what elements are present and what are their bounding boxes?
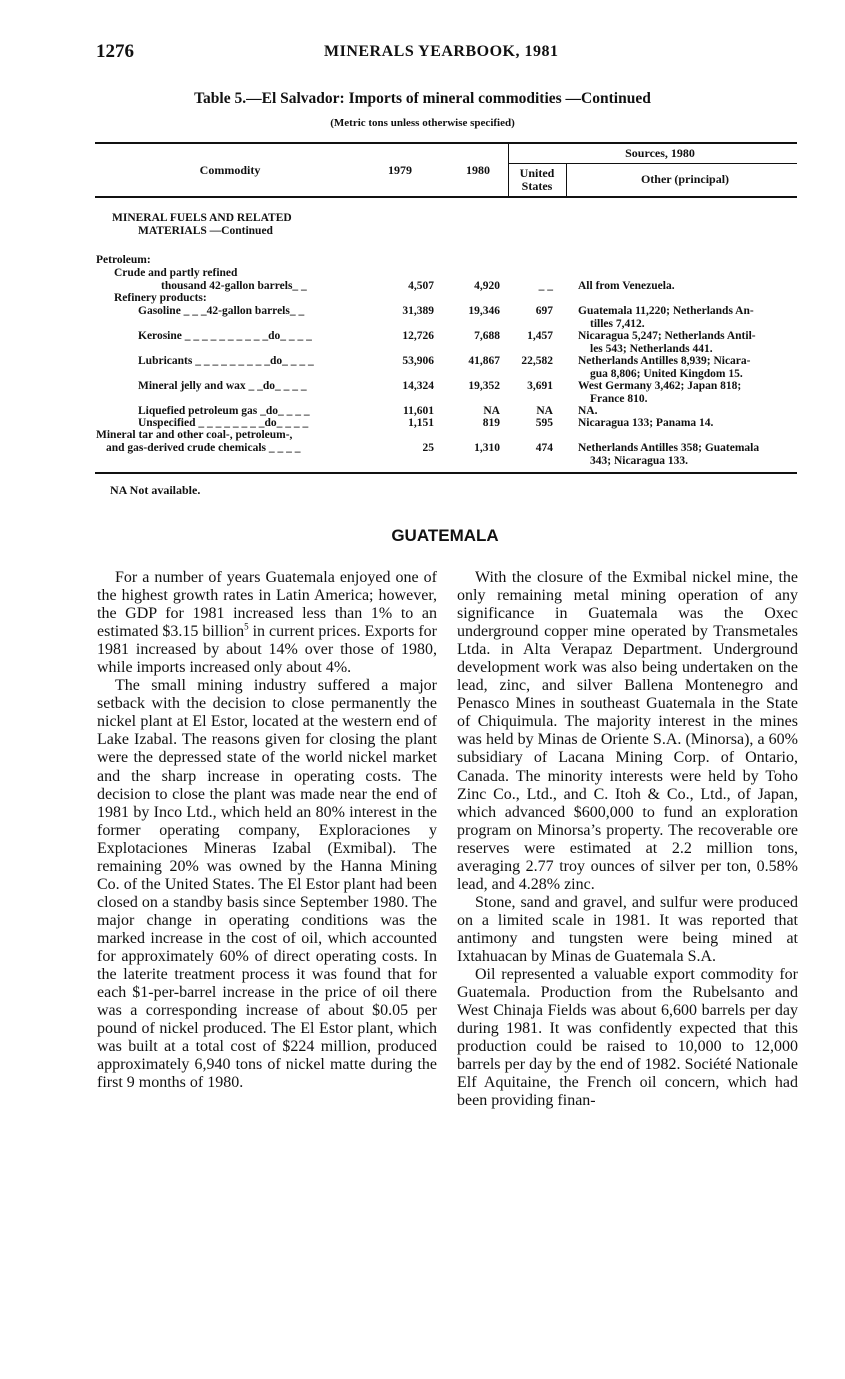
table-subtitle: (Metric tons unless otherwise specified) bbox=[330, 117, 515, 129]
row-label: Lubricants _ _ _ _ _ _ _ _ _do_ _ _ _ bbox=[138, 355, 314, 367]
value-other: All from Venezuela. bbox=[578, 280, 675, 292]
row-label: Mineral tar and other coal-, petroleum-, bbox=[96, 429, 293, 441]
value-1979: 12,726 bbox=[402, 330, 434, 342]
header-united-states: United States bbox=[519, 166, 555, 193]
running-head: MINERALS YEARBOOK, 1981 bbox=[324, 43, 559, 60]
row-label: Refinery products: bbox=[114, 292, 207, 304]
value-1980: 41,867 bbox=[468, 355, 500, 367]
value-other: Guatemala 11,220; Netherlands An- tilles 7,412. bbox=[578, 305, 754, 330]
table-title: Table 5.—El Salvador: Imports of mineral commodities —Continued bbox=[194, 90, 651, 107]
value-1979: 11,601 bbox=[403, 405, 434, 417]
value-1980: 1,310 bbox=[474, 442, 500, 454]
row-label: Kerosine _ _ _ _ _ _ _ _ _ _do_ _ _ _ bbox=[138, 330, 312, 342]
row-label: Unspecified _ _ _ _ _ _ _ _do_ _ _ _ bbox=[138, 417, 309, 429]
section-label-line-2: MATERIALS —Continued bbox=[138, 225, 273, 237]
row-label: Gasoline _ _ _42-gallon barrels_ _ bbox=[138, 305, 305, 317]
value-1979: 31,389 bbox=[402, 305, 434, 317]
value-other: NA. bbox=[578, 405, 598, 417]
row-label: and gas-derived crude chemicals _ _ _ _ bbox=[106, 442, 301, 454]
row-label: Mineral jelly and wax _ _do_ _ _ _ bbox=[138, 380, 307, 392]
page-number: 1276 bbox=[96, 41, 134, 62]
section-title: GUATEMALA bbox=[391, 526, 499, 545]
value-us: NA bbox=[536, 405, 553, 417]
value-other: Nicaragua 133; Panama 14. bbox=[578, 417, 714, 429]
value-1980: 7,688 bbox=[474, 330, 500, 342]
value-us: 595 bbox=[535, 417, 553, 429]
section-label-line-1: MINERAL FUELS AND RELATED bbox=[112, 212, 292, 224]
header-sources: Sources, 1980 bbox=[625, 146, 695, 160]
header-1979: 1979 bbox=[388, 163, 412, 177]
value-1979: 1,151 bbox=[408, 417, 434, 429]
row-label: thousand 42-gallon barrels_ _ bbox=[161, 280, 307, 292]
value-1980: 4,920 bbox=[474, 280, 500, 292]
footnote-marker: 5 bbox=[244, 621, 249, 632]
header-bottom-rule bbox=[95, 196, 797, 198]
value-other: West Germany 3,462; Japan 818; France 810. bbox=[578, 380, 742, 405]
table-top-rule bbox=[95, 142, 797, 144]
value-other: Netherlands Antilles 358; Guatemala 343; Nicaragua 133. bbox=[578, 442, 760, 467]
header-other: Other (principal) bbox=[640, 172, 730, 186]
sources-left-divider bbox=[508, 144, 509, 196]
subheader-divider bbox=[566, 163, 567, 196]
value-us: 474 bbox=[535, 442, 553, 454]
row-label: Crude and partly refined bbox=[114, 267, 238, 279]
value-us: 3,691 bbox=[527, 380, 553, 392]
left-column bbox=[97, 569, 437, 1092]
value-other: Nicaragua 5,247; Netherlands Antil- les 543; Netherlands 441. bbox=[578, 330, 756, 355]
table-footnote: NA Not available. bbox=[110, 483, 201, 497]
value-1979: 4,507 bbox=[408, 280, 434, 292]
paragraph: For a number of years Guatemala enjoyed one of the highest growth rates in Latin America; however, the GDP for 1981 increased less than 1% to an estimated $3.15 billion$^5$ in current prices. Exports for 1981 increased by about 14% over those of 1980, while imports increased only about 4%. bbox=[97, 569, 438, 677]
value-us: 697 bbox=[535, 305, 553, 317]
paragraph: The small mining industry suffered a major setback with the decision to close permanently the nickel plant at El Estor, located at the western end of Lake Izabal. The reasons given for closing the plant were the depressed state of the world nickel market and the sharp increase in operating costs. The decision to close the plant was made near the end of 1981 by Inco Ltd., which held an 80% interest in the former operating company, Exploraciones y Explotaciones Mineras Izabal (Exmibal). The remaining 20% was owned by the Hanna Mining Co. of the United States. The El Estor plant had been closed on a standby basis since September 1980. The major change in operating conditions was the marked increase in the cost of oil, which accounted for approximately 60% of direct operating costs. In the laterite treatment process it was found that for each $1-per-barrel increase in the price of oil there was a corresponding increase of about $0.05 per pound of nickel produced. The El Estor plant, which was built at a total cost of $224 million, produced approximately 6,940 tons of nickel matte during the first 9 months of 1980. bbox=[97, 677, 437, 1092]
right-column bbox=[457, 569, 798, 1110]
header-1980: 1980 bbox=[466, 163, 490, 177]
paragraph: Oil represented a valuable export commodity for Guatemala. Production from the Rubelsanto and West Chinaja Fields was about 6,600 barrels per day during 1981. It was confidently expected that this production could be raised to 10,000 to 12,000 barrels per day by the end of 1982. Société Nationale Elf Aquitaine, the French oil concern, which had been providing finan- bbox=[457, 966, 798, 1110]
value-1979: 14,324 bbox=[402, 380, 434, 392]
value-1980: NA bbox=[483, 405, 500, 417]
value-1980: 19,352 bbox=[468, 380, 500, 392]
value-1979: 53,906 bbox=[402, 355, 434, 367]
table-bottom-rule bbox=[95, 472, 797, 474]
paragraph: Stone, sand and gravel, and sulfur were produced on a limited scale in 1981. It was reported that antimony and tungsten were being mined at Ixtahuacan by Minas de Guatemala S.A. bbox=[457, 893, 798, 965]
value-us: 22,582 bbox=[521, 355, 553, 367]
sources-rule bbox=[508, 163, 797, 164]
value-us: _ _ bbox=[538, 280, 553, 292]
header-commodity: Commodity bbox=[199, 163, 261, 177]
value-us: 1,457 bbox=[527, 330, 553, 342]
paragraph: With the closure of the Exmibal nickel mine, the only remaining metal mining operation of any significance in Guatemala was the Oxec underground copper mine operated by Transmetales Ltda. in Alta Verapaz Department. Underground development work was also being undertaken on the lead, zinc, and silver Ballena Montenegro and Penasco Mines in southeast Guatemala in the State of Chiquimula. The majority interest in the mines was held by Minas de Oriente S.A. (Minorsa), a 60% subsidiary of Lacana Mining Corp. of Ontario, Canada. The minority interests were held by Toho Zinc Co., Ltd., and C. Itoh & Co., Ltd., of Japan, which advanced $600,000 to fund an exploration program on Minorsa’s property. The recoverable ore reserves were estimated at 2.2 million tons, averaging 2.77 troy ounces of silver per ton, 0.58% lead, and 4.28% zinc. bbox=[457, 569, 798, 893]
value-other: Netherlands Antilles 8,939; Nicara- gua 8,806; United Kingdom 15. bbox=[578, 355, 751, 380]
row-label: Petroleum: bbox=[96, 254, 151, 266]
value-1980: 819 bbox=[482, 417, 500, 429]
value-1979: 25 bbox=[422, 442, 434, 454]
value-1980: 19,346 bbox=[468, 305, 500, 317]
row-label: Liquefied petroleum gas _do_ _ _ _ bbox=[138, 405, 310, 417]
